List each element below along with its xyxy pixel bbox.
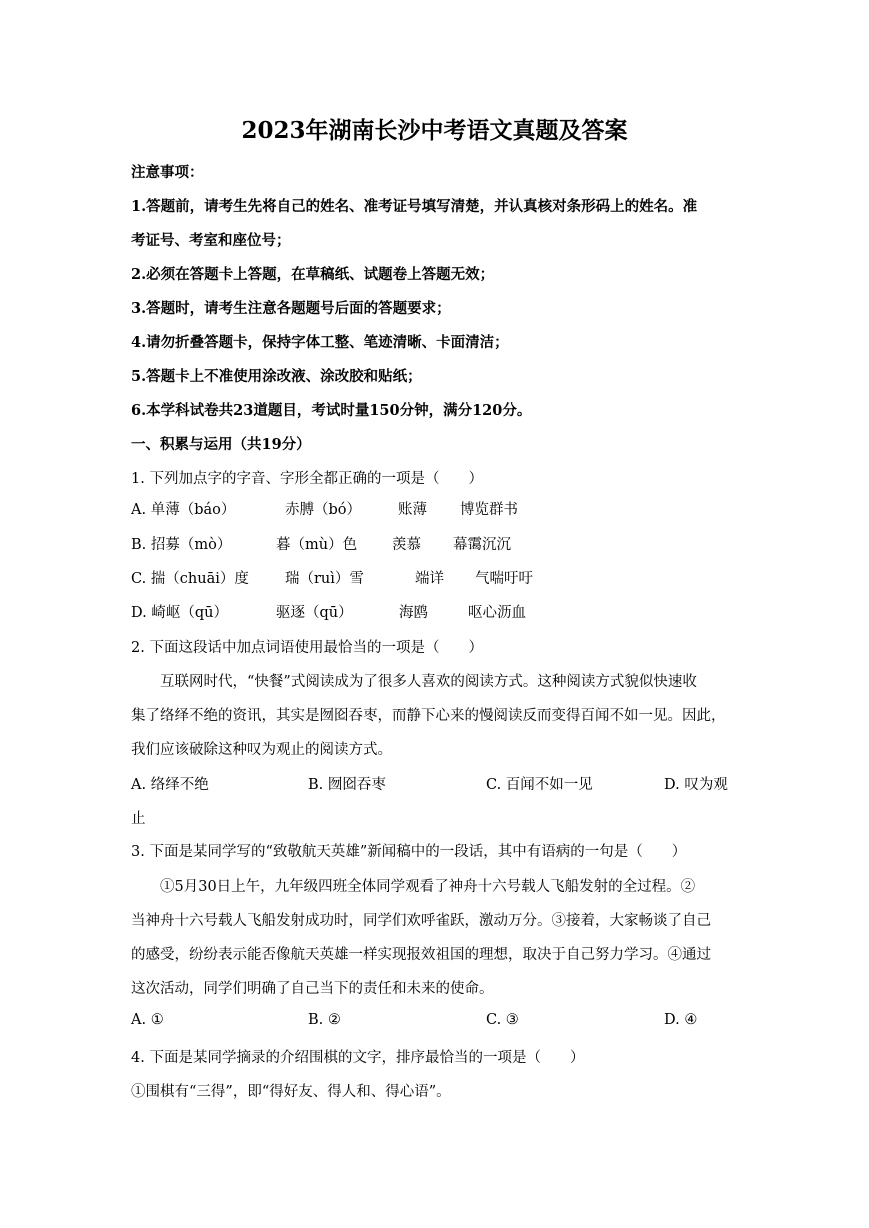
q1-option-a-4: 博览群书	[460, 502, 518, 518]
question-4-stem: 4. 下面是某同学摘录的介绍围棋的文字，排序最恰当的一项是（ ）	[131, 1050, 585, 1066]
q1-option-c-2: 瑞（ruì）雪	[285, 571, 364, 587]
q2-option-c: C. 百闻不如一见	[486, 777, 593, 793]
q2-option-d-wrap: 止	[131, 811, 146, 827]
notice-line: 考证号、考室和座位号；	[131, 232, 291, 249]
q3-paragraph-line: 这次活动，同学们明确了自己当下的责任和未来的使命。	[131, 981, 494, 997]
q1-option-a-3: 账薄	[398, 502, 427, 518]
notice-heading: 注意事项：	[131, 164, 204, 181]
notice-line: 4.请勿折叠答题卡，保持字体工整、笔迹清晰、卡面清洁；	[131, 334, 509, 351]
question-2-stem: 2. 下面这段话中加点词语使用最恰当的一项是（ ）	[131, 640, 483, 656]
q1-option-d-2: 驱逐（qū）	[276, 605, 353, 621]
notice-line: 5.答题卡上不准使用涂改液、涂改胶和贴纸；	[131, 368, 422, 385]
q1-option-a-2: 赤膊（bó）	[285, 502, 362, 518]
notice-line: 1.答题前，请考生先将自己的姓名、准考证号填写清楚，并认真核对条形码上的姓名。准	[131, 198, 698, 215]
q3-paragraph-line: 的感受，纷纷表示能否像航天英雄一样实现报效祖国的理想，取决于自己努力学习。④通过	[131, 947, 711, 963]
q3-paragraph-line: 当神舟十六号载人飞船发射成功时，同学们欢呼雀跃，激动万分。③接着，大家畅谈了自己	[131, 913, 711, 929]
q1-option-d-3: 海鸥	[399, 605, 428, 621]
q3-paragraph-line: ①5月30日上午，九年级四班全体同学观看了神舟十六号载人飞船发射的全过程。②	[160, 879, 696, 895]
page-title: 2023年湖南长沙中考语文真题及答案	[241, 117, 628, 144]
q1-option-b-1: B. 招募（mò）	[131, 537, 232, 553]
q3-option-b: B. ②	[308, 1012, 341, 1028]
q2-option-a: A. 络绎不绝	[131, 777, 209, 793]
q4-line: ①围棋有“三得”，即“得好友、得人和、得心语”。	[131, 1084, 451, 1100]
q2-option-d: D. 叹为观	[664, 777, 728, 793]
notice-line: 2.必须在答题卡上答题，在草稿纸、试题卷上答题无效；	[131, 266, 495, 283]
q1-option-a-1: A. 单薄（báo）	[131, 502, 236, 518]
question-3-stem: 3. 下面是某同学写的“致敬航天英雄”新闻稿中的一段话，其中有语病的一句是（ ）	[131, 844, 687, 860]
q3-option-d: D. ④	[664, 1012, 698, 1028]
q2-paragraph-line: 集了络绎不绝的资讯，其实是囫囵吞枣，而静下心来的慢阅读反而变得百闻不如一见。因此，	[131, 708, 726, 724]
q3-option-a: A. ①	[131, 1012, 164, 1028]
q3-option-c: C. ③	[486, 1012, 519, 1028]
q2-option-b: B. 囫囵吞枣	[308, 777, 386, 793]
q1-option-c-3: 端详	[415, 571, 444, 587]
notice-line: 3.答题时，请考生注意各题题号后面的答题要求；	[131, 300, 451, 317]
question-1-stem: 1. 下列加点字的字音、字形全都正确的一项是（ ）	[131, 471, 483, 487]
q1-option-d-4: 呕心沥血	[468, 605, 526, 621]
q1-option-c-1: C. 揣（chuāi）度	[131, 571, 249, 587]
notice-line: 6.本学科试卷共23道题目，考试时量150分钟，满分120分。	[131, 402, 532, 419]
q1-option-b-4: 幕霭沉沉	[453, 537, 511, 553]
q1-option-b-2: 暮（mù）色	[276, 537, 358, 553]
q2-paragraph-line: 互联网时代，“快餐”式阅读成为了很多人喜欢的阅读方式。这种阅读方式貌似快速收	[160, 674, 697, 690]
section-heading: 一、积累与运用（共19分）	[131, 436, 311, 453]
q1-option-c-4: 气喘吁吁	[475, 571, 533, 587]
q2-paragraph-line: 我们应该破除这种叹为观止的阅读方式。	[131, 742, 392, 758]
q1-option-d-1: D. 崎岖（qū）	[131, 605, 228, 621]
q1-option-b-3: 羡慕	[392, 537, 421, 553]
